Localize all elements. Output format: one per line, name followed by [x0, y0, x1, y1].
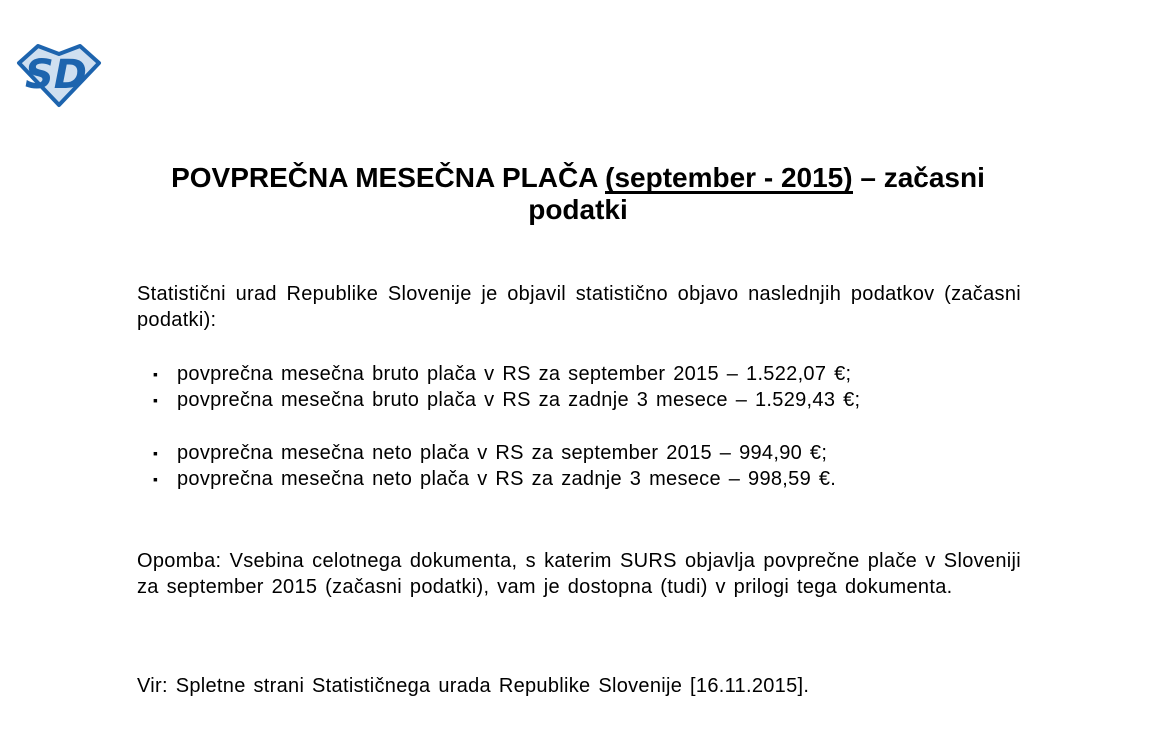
- list-item: [137, 440, 1021, 466]
- page-title: [128, 162, 1028, 226]
- note-paragraph: Opomba: Vsebina celotnega dokumenta, s katerim SURS objavlja povprečne plače v Sloveniji za september 2015 (začasni podatki), vam je dostopna (tudi) v prilogi tega dokumenta.: [137, 550, 1021, 598]
- neto-bullet-list: [137, 440, 1021, 492]
- list-item: [137, 387, 1021, 413]
- list-item: [137, 361, 1021, 387]
- bullet-text: povprečna mesečna bruto plača v RS za september 2015 – 1.522,07 €;: [177, 363, 852, 385]
- list-item: [137, 466, 1021, 492]
- bruto-bullet-list: [137, 361, 1021, 413]
- bullet-square-icon: ▪: [153, 392, 159, 408]
- sd-logo-letters: SD: [25, 52, 88, 98]
- bullet-text: povprečna mesečna neto plača v RS za september 2015 – 994,90 €;: [177, 442, 828, 464]
- source-line: Vir: Spletne strani Statističnega urada Republike Slovenije [16.11.2015].: [137, 675, 810, 697]
- title-suffix: – začasni: [852, 162, 985, 193]
- sd-logo-icon: [15, 38, 103, 110]
- title-prefix: POVPREČNA MESEČNA PLAČA: [171, 162, 606, 193]
- title-underlined-period: (september - 2015): [605, 162, 853, 193]
- bullet-square-icon: ▪: [153, 445, 159, 461]
- bullet-square-icon: ▪: [153, 366, 159, 382]
- bullet-square-icon: ▪: [153, 471, 159, 487]
- bullet-text: povprečna mesečna bruto plača v RS za zadnje 3 mesece – 1.529,43 €;: [177, 389, 861, 411]
- intro-paragraph: Statistični urad Republike Slovenije je objavil statistično objavo naslednjih podatkov (začasni podatki):: [137, 283, 1021, 331]
- title-line2: podatki: [528, 194, 628, 225]
- bullet-text: povprečna mesečna neto plača v RS za zadnje 3 mesece – 998,59 €.: [177, 468, 837, 490]
